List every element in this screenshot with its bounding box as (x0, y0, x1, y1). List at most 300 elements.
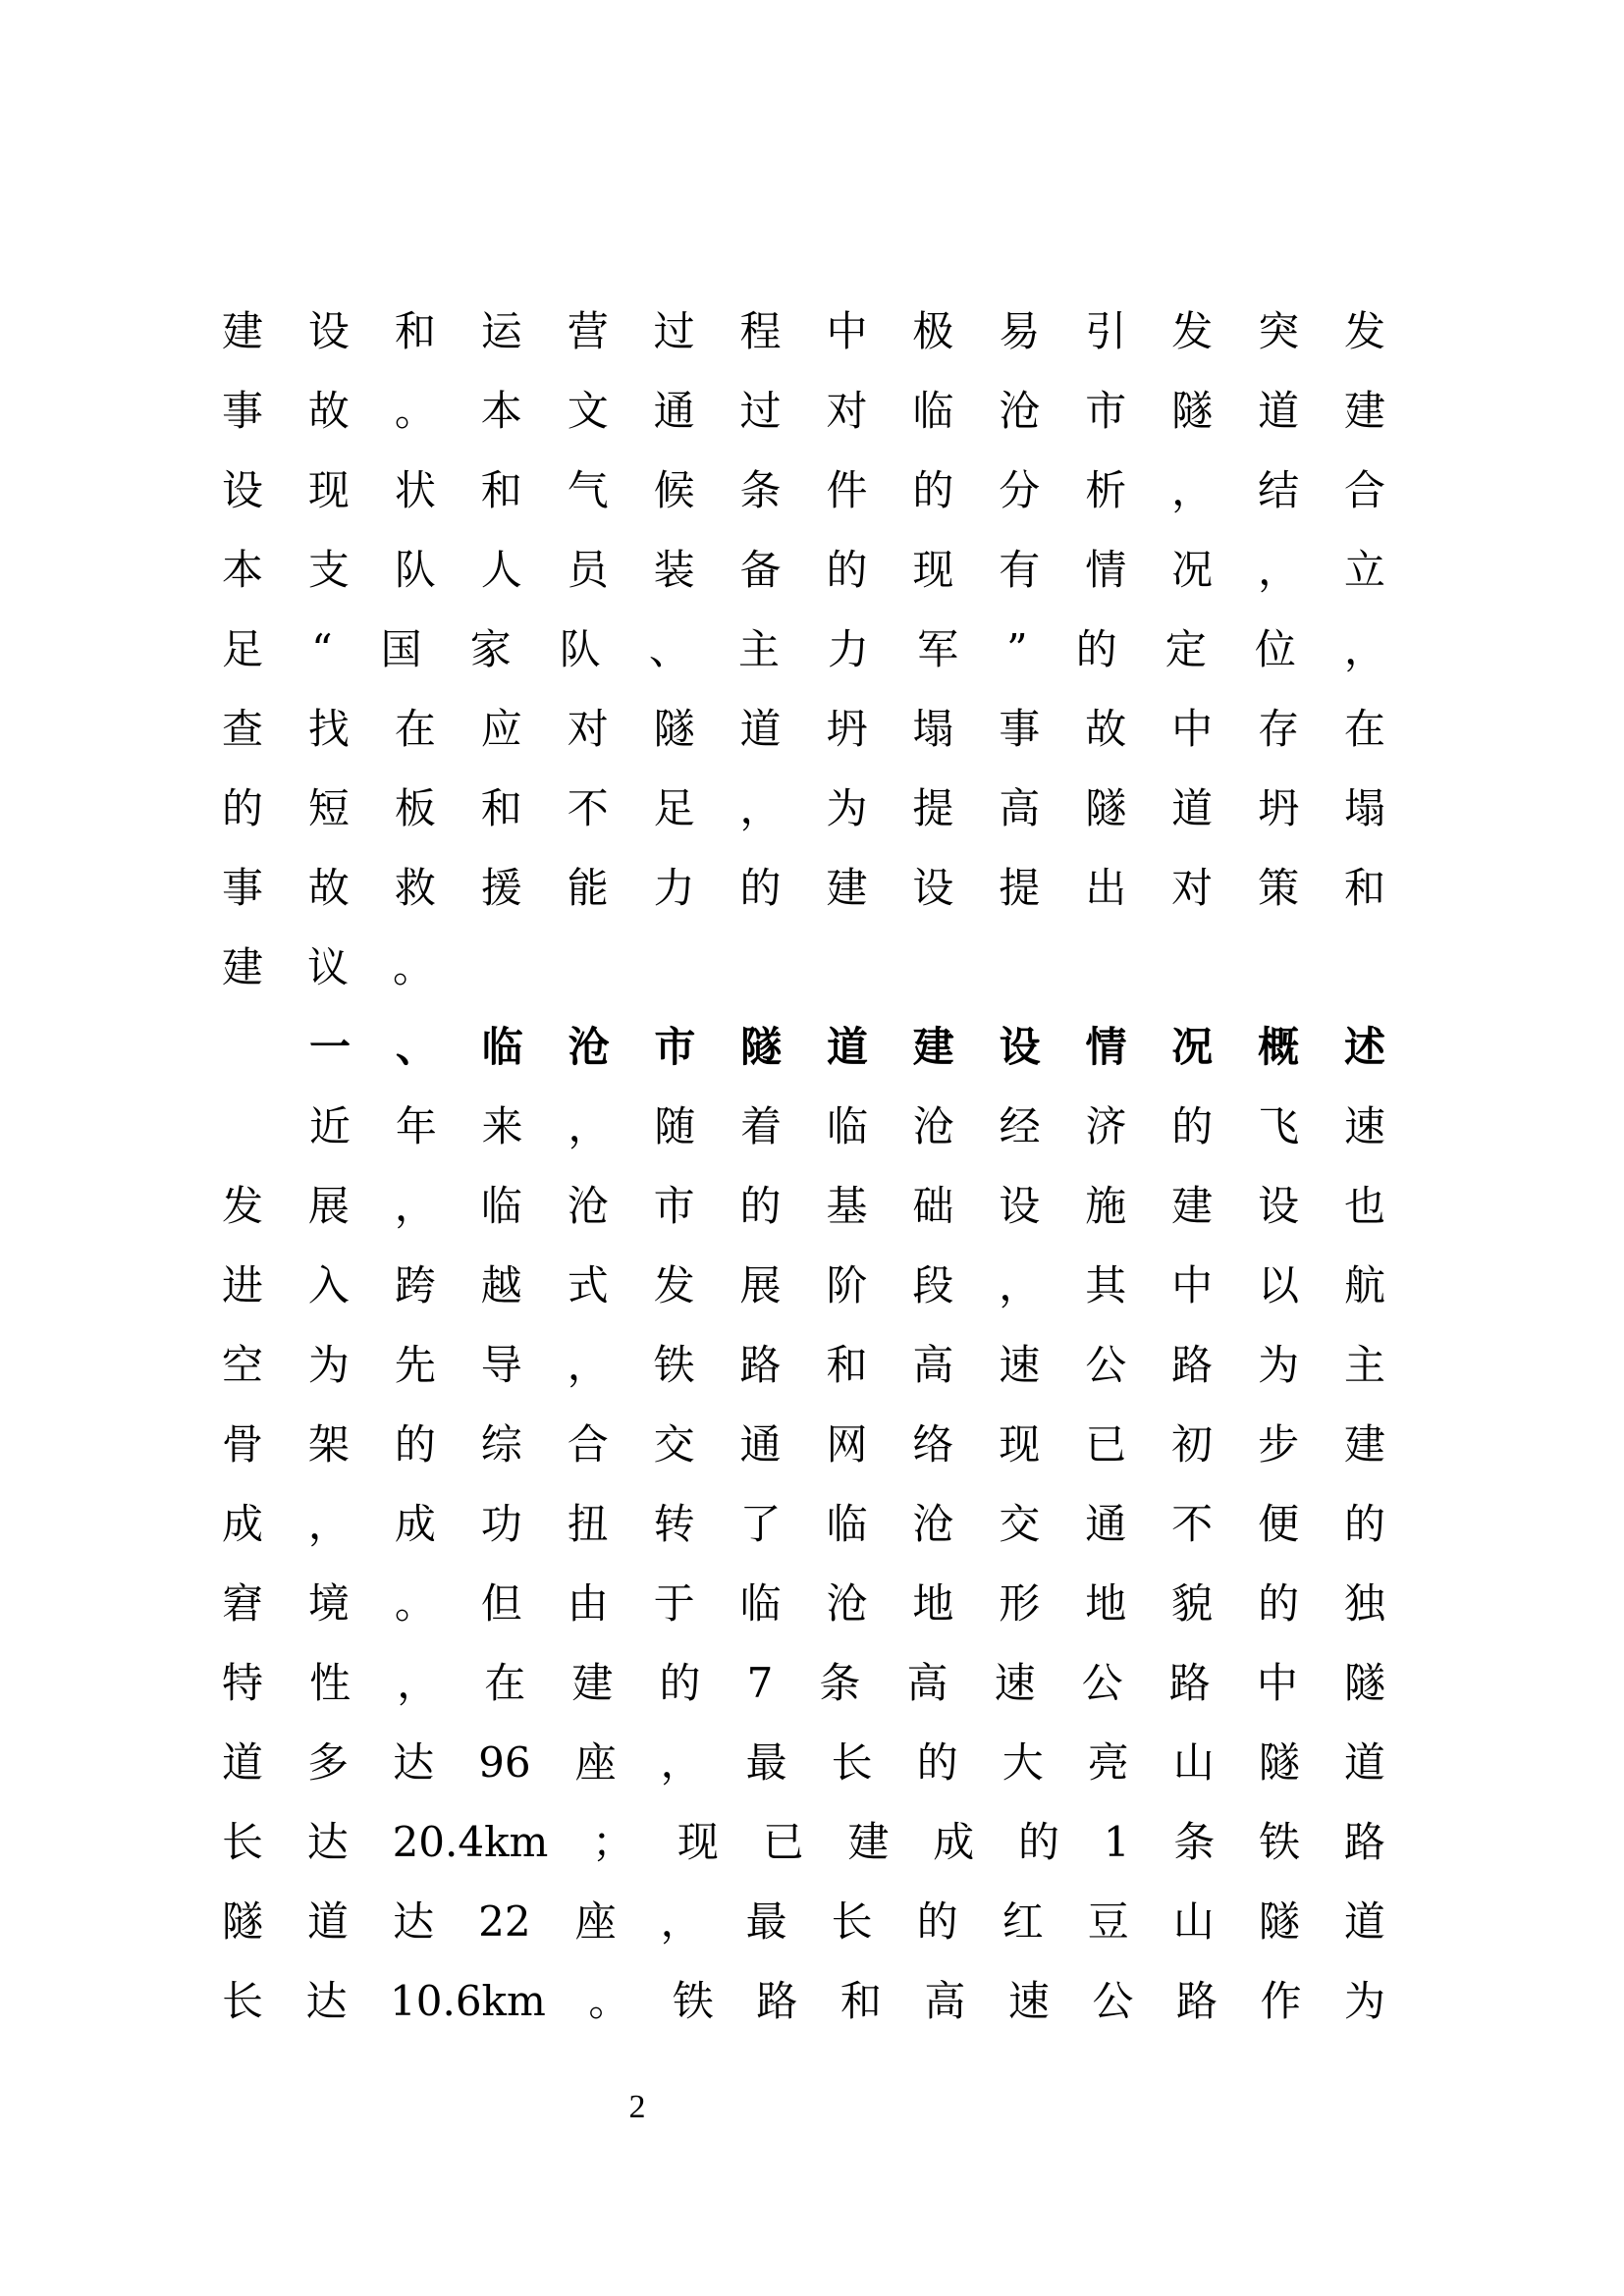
glyph: 足 (222, 625, 264, 673)
glyph: 板 (394, 784, 436, 832)
glyph: 其 (1085, 1261, 1127, 1309)
glyph: 道 (1258, 387, 1300, 435)
glyph: 况 (1171, 1023, 1214, 1071)
glyph: 路 (1175, 1977, 1218, 2025)
glyph: 速 (1007, 1977, 1050, 2025)
glyph: 营 (567, 307, 609, 355)
glyph: 铁 (672, 1977, 714, 2025)
glyph: 的 (1343, 1500, 1385, 1548)
glyph: 高 (924, 1977, 966, 2025)
glyph: 22 (478, 1897, 531, 1946)
glyph: 通 (1085, 1500, 1127, 1548)
glyph: 条 (1173, 1818, 1216, 1866)
glyph: 高 (912, 1341, 954, 1389)
glyph: 突 (1258, 307, 1300, 355)
glyph: 最 (745, 1738, 787, 1787)
glyph: 国 (380, 625, 422, 673)
glyph: 提 (912, 784, 954, 832)
glyph: 发 (1343, 307, 1385, 355)
text-line (222, 1495, 1385, 1554)
glyph: 的 (659, 1659, 701, 1707)
text-line (222, 938, 1385, 997)
glyph: 在 (1343, 705, 1385, 753)
glyph: ， (1258, 546, 1300, 594)
glyph: 队 (394, 546, 436, 594)
glyph: 隧 (1085, 784, 1127, 832)
glyph: 中 (1171, 1261, 1214, 1309)
glyph: 短 (307, 784, 350, 832)
glyph: 员 (567, 546, 609, 594)
glyph: 交 (653, 1420, 695, 1468)
glyph: 合 (1343, 466, 1385, 514)
glyph: ， (660, 1738, 702, 1787)
glyph: 、 (648, 625, 690, 673)
glyph: 山 (1172, 1738, 1215, 1787)
glyph: 中 (1256, 1659, 1298, 1707)
text-line (222, 779, 1385, 838)
glyph: 达 (305, 1977, 348, 2025)
glyph: 20.4km (392, 1818, 549, 1866)
glyph: 年 (395, 1102, 437, 1150)
glyph: 支 (307, 546, 350, 594)
glyph: 隧 (1258, 1897, 1300, 1946)
text-line (222, 1415, 1385, 1474)
glyph: 在 (484, 1659, 526, 1707)
glyph: 础 (912, 1182, 954, 1230)
glyph: 本 (480, 387, 522, 435)
glyph: 和 (1343, 864, 1385, 912)
glyph: 、 (395, 1023, 437, 1071)
glyph: 空 (222, 1341, 264, 1389)
glyph: 塌 (912, 705, 954, 753)
glyph: 中 (1171, 705, 1214, 753)
glyph: 1 (1103, 1818, 1130, 1866)
glyph: 长 (831, 1897, 873, 1946)
glyph: 足 (653, 784, 695, 832)
glyph: 述 (1343, 1023, 1385, 1071)
glyph: 。 (394, 387, 436, 435)
glyph: 窘 (222, 1579, 264, 1628)
glyph: 沧 (568, 1023, 610, 1071)
glyph: 概 (1258, 1023, 1300, 1071)
text-line (222, 859, 1385, 918)
glyph: 隧 (1171, 387, 1214, 435)
glyph: 力 (653, 864, 695, 912)
glyph: 高 (999, 784, 1041, 832)
glyph: 道 (222, 1738, 264, 1787)
glyph: 已 (1085, 1420, 1127, 1468)
glyph: 的 (912, 466, 954, 514)
glyph: ； (592, 1818, 634, 1866)
glyph: 来 (481, 1102, 523, 1150)
glyph: 本 (222, 546, 264, 594)
glyph: 设 (307, 307, 350, 355)
glyph: 对 (1171, 864, 1214, 912)
glyph: ， (1171, 466, 1214, 514)
glyph: 过 (653, 307, 695, 355)
glyph: 能 (567, 864, 609, 912)
glyph: 引 (1085, 307, 1127, 355)
glyph: 达 (393, 1897, 435, 1946)
glyph: 合 (567, 1420, 609, 1468)
glyph: 运 (480, 307, 522, 355)
glyph: 提 (999, 864, 1041, 912)
glyph: 隧 (1258, 1738, 1300, 1787)
glyph: 成 (222, 1500, 264, 1548)
glyph: 隧 (653, 705, 695, 753)
glyph: 道 (826, 1023, 868, 1071)
glyph: 建 (1343, 387, 1385, 435)
glyph: 已 (762, 1818, 804, 1866)
glyph: 初 (1171, 1420, 1214, 1468)
glyph: 定 (1164, 625, 1207, 673)
glyph: 发 (222, 1182, 264, 1230)
glyph: 也 (1343, 1182, 1385, 1230)
glyph: 着 (740, 1102, 783, 1150)
glyph: 力 (828, 625, 870, 673)
glyph: ， (739, 784, 782, 832)
glyph: 建 (1171, 1182, 1214, 1230)
glyph: 查 (222, 705, 264, 753)
glyph: 找 (307, 705, 350, 753)
glyph: 。 (394, 1579, 436, 1628)
glyph: 的 (916, 1897, 958, 1946)
glyph: 高 (906, 1659, 948, 1707)
glyph: 阶 (826, 1261, 868, 1309)
glyph: 位 (1254, 625, 1296, 673)
glyph: 座 (574, 1738, 617, 1787)
glyph: 建 (826, 864, 868, 912)
glyph: 设 (222, 466, 264, 514)
glyph: ， (307, 1500, 350, 1548)
glyph: ， (394, 1182, 436, 1230)
glyph: 候 (653, 466, 695, 514)
glyph: 主 (737, 625, 780, 673)
glyph: 建 (1343, 1420, 1385, 1468)
glyph: 境 (307, 1579, 350, 1628)
glyph: 但 (480, 1579, 522, 1628)
glyph: 坍 (826, 705, 868, 753)
glyph: 现 (999, 1420, 1041, 1468)
glyph: 件 (826, 466, 868, 514)
text-line (222, 700, 1385, 759)
glyph: 发 (1171, 307, 1214, 355)
glyph: 转 (653, 1500, 695, 1548)
glyph: 隧 (1343, 1659, 1385, 1707)
glyph: 96 (478, 1738, 531, 1787)
glyph: 有 (999, 546, 1041, 594)
glyph: 议 (307, 943, 350, 991)
glyph: 对 (826, 387, 868, 435)
glyph: 塌 (1343, 784, 1385, 832)
glyph: 临 (826, 1500, 868, 1548)
glyph: 功 (480, 1500, 522, 1548)
glyph: 设 (999, 1023, 1041, 1071)
glyph: 达 (306, 1818, 349, 1866)
glyph: 现 (677, 1818, 719, 1866)
glyph: 交 (999, 1500, 1041, 1548)
glyph: 临 (480, 1182, 522, 1230)
glyph: 极 (912, 307, 954, 355)
glyph: 设 (999, 1182, 1041, 1230)
glyph: 红 (1001, 1897, 1044, 1946)
glyph: 对 (567, 705, 609, 753)
glyph: 最 (745, 1897, 787, 1946)
glyph: 队 (559, 625, 601, 673)
glyph: 情 (1085, 1023, 1127, 1071)
glyph: ， (1343, 625, 1385, 673)
glyph: 基 (826, 1182, 868, 1230)
glyph: 以 (1258, 1261, 1300, 1309)
glyph: 故 (307, 387, 350, 435)
glyph: 沧 (999, 387, 1041, 435)
glyph: 援 (480, 864, 522, 912)
glyph: 航 (1343, 1261, 1385, 1309)
glyph: 道 (739, 705, 782, 753)
glyph: 临 (739, 1579, 782, 1628)
glyph: 飞 (1258, 1102, 1300, 1150)
glyph: 为 (1258, 1341, 1300, 1389)
glyph: 情 (1085, 546, 1127, 594)
glyph: 况 (1171, 546, 1214, 594)
glyph: 设 (1258, 1182, 1300, 1230)
glyph: 气 (567, 466, 609, 514)
text-line (222, 382, 1385, 441)
glyph: 过 (739, 387, 782, 435)
glyph: 沧 (912, 1102, 954, 1150)
glyph: 主 (1343, 1341, 1385, 1389)
glyph: 展 (307, 1182, 350, 1230)
glyph: 沧 (826, 1579, 868, 1628)
glyph: 的 (916, 1738, 958, 1787)
glyph: 。 (393, 943, 435, 991)
text-line (222, 302, 1385, 361)
glyph: 在 (394, 705, 436, 753)
glyph: 和 (839, 1977, 882, 2025)
glyph: 成 (933, 1818, 975, 1866)
glyph: ， (397, 1659, 439, 1707)
glyph: 故 (1085, 705, 1127, 753)
text-line (222, 1575, 1385, 1633)
glyph: 先 (394, 1341, 436, 1389)
glyph: 入 (307, 1261, 350, 1309)
glyph: 条 (739, 466, 782, 514)
glyph: 建 (912, 1023, 954, 1071)
section-heading (309, 1018, 1385, 1077)
glyph: 不 (1171, 1500, 1214, 1548)
glyph: 山 (1172, 1897, 1215, 1946)
glyph: 施 (1085, 1182, 1127, 1230)
glyph: 文 (567, 387, 609, 435)
glyph: 和 (480, 466, 522, 514)
glyph: 步 (1258, 1420, 1300, 1468)
glyph: 由 (567, 1579, 609, 1628)
glyph: 策 (1258, 864, 1300, 912)
glyph: “ (311, 625, 333, 673)
glyph: 出 (1085, 864, 1127, 912)
glyph: 成 (394, 1500, 436, 1548)
glyph: 貌 (1171, 1579, 1214, 1628)
text-line (309, 1097, 1385, 1156)
glyph: 长 (222, 1818, 264, 1866)
page-number: 2 (628, 2089, 646, 2125)
text-line (222, 1734, 1385, 1792)
glyph: 设 (912, 864, 954, 912)
text-line (222, 1972, 1385, 2031)
glyph: 地 (912, 1579, 954, 1628)
glyph: 道 (1343, 1897, 1385, 1946)
glyph: 程 (739, 307, 782, 355)
glyph: 网 (826, 1420, 868, 1468)
glyph: 建 (222, 943, 264, 991)
glyph: 市 (653, 1182, 695, 1230)
glyph: 易 (999, 307, 1041, 355)
glyph: 速 (1343, 1102, 1385, 1150)
glyph: 市 (654, 1023, 696, 1071)
glyph: 一 (309, 1023, 352, 1071)
glyph: 的 (826, 546, 868, 594)
text-line (222, 620, 1385, 679)
glyph: ， (568, 1102, 610, 1150)
glyph: 地 (1085, 1579, 1127, 1628)
glyph: 现 (912, 546, 954, 594)
glyph: 立 (1343, 546, 1385, 594)
glyph: 建 (847, 1818, 890, 1866)
glyph: 的 (739, 864, 782, 912)
glyph: 事 (999, 705, 1041, 753)
glyph: 式 (567, 1261, 609, 1309)
glyph: 备 (739, 546, 782, 594)
glyph: 通 (653, 387, 695, 435)
glyph: 长 (222, 1977, 264, 2025)
glyph: 分 (999, 466, 1041, 514)
glyph: 特 (222, 1659, 264, 1707)
glyph: 达 (393, 1738, 435, 1787)
glyph: 的 (1018, 1818, 1060, 1866)
glyph: 多 (307, 1738, 350, 1787)
glyph: 导 (480, 1341, 522, 1389)
glyph: 析 (1085, 466, 1127, 514)
glyph: 亮 (1087, 1738, 1129, 1787)
glyph: 形 (999, 1579, 1041, 1628)
glyph: 豆 (1087, 1897, 1129, 1946)
glyph: 的 (1258, 1579, 1300, 1628)
glyph: 公 (1085, 1341, 1127, 1389)
glyph: 作 (1260, 1977, 1302, 2025)
glyph: 的 (394, 1420, 436, 1468)
glyph: 为 (826, 784, 868, 832)
text-line (222, 541, 1385, 600)
glyph: 。 (588, 1977, 630, 2025)
glyph: 越 (480, 1261, 522, 1309)
glyph: 经 (999, 1102, 1041, 1150)
glyph: 装 (653, 546, 695, 594)
glyph: ， (660, 1897, 702, 1946)
glyph: 军 (917, 625, 959, 673)
glyph: 路 (739, 1341, 782, 1389)
glyph: 铁 (1259, 1818, 1301, 1866)
glyph: 综 (480, 1420, 522, 1468)
glyph: 沧 (567, 1182, 609, 1230)
glyph: 性 (309, 1659, 352, 1707)
glyph: 速 (994, 1659, 1036, 1707)
glyph: 济 (1085, 1102, 1127, 1150)
glyph: 独 (1343, 1579, 1385, 1628)
text-line (222, 1654, 1385, 1713)
glyph: 道 (1171, 784, 1214, 832)
glyph: 建 (222, 307, 264, 355)
glyph: 的 (1075, 625, 1117, 673)
glyph: 的 (739, 1182, 782, 1230)
glyph: 段 (912, 1261, 954, 1309)
glyph: 故 (307, 864, 350, 912)
glyph: 救 (394, 864, 436, 912)
glyph: 络 (912, 1420, 954, 1468)
glyph: 发 (653, 1261, 695, 1309)
text-line (222, 1177, 1385, 1236)
glyph: 临 (481, 1023, 523, 1071)
glyph: ” (1006, 625, 1028, 673)
glyph: 结 (1258, 466, 1300, 514)
glyph: 于 (653, 1579, 695, 1628)
glyph: 坍 (1258, 784, 1300, 832)
glyph: 应 (480, 705, 522, 753)
glyph: 路 (756, 1977, 798, 2025)
glyph: 路 (1171, 1341, 1214, 1389)
glyph: 和 (826, 1341, 868, 1389)
glyph: 通 (739, 1420, 782, 1468)
text-line (222, 1256, 1385, 1315)
glyph: 展 (739, 1261, 782, 1309)
glyph: 道 (307, 1897, 350, 1946)
glyph: 路 (1343, 1818, 1385, 1866)
glyph: 公 (1081, 1659, 1123, 1707)
glyph: 市 (1085, 387, 1127, 435)
text-line (222, 1336, 1385, 1395)
glyph: 近 (309, 1102, 352, 1150)
glyph: 座 (574, 1897, 617, 1946)
glyph: ， (567, 1341, 609, 1389)
text-line (222, 461, 1385, 520)
glyph: 建 (571, 1659, 614, 1707)
glyph: 大 (1001, 1738, 1044, 1787)
glyph: 临 (826, 1102, 868, 1150)
glyph: 长 (831, 1738, 873, 1787)
glyph: 骨 (222, 1420, 264, 1468)
glyph: 铁 (653, 1341, 695, 1389)
text-line (222, 1813, 1385, 1872)
glyph: 现 (307, 466, 350, 514)
glyph: 扭 (567, 1500, 609, 1548)
glyph: 跨 (394, 1261, 436, 1309)
glyph: 随 (654, 1102, 696, 1150)
glyph: 便 (1258, 1500, 1300, 1548)
glyph: 和 (394, 307, 436, 355)
glyph: 速 (999, 1341, 1041, 1389)
glyph: 隧 (222, 1897, 264, 1946)
glyph: 为 (1343, 1977, 1385, 2025)
glyph: 状 (394, 466, 436, 514)
glyph: 沧 (912, 1500, 954, 1548)
glyph: 和 (480, 784, 522, 832)
glyph: 临 (912, 387, 954, 435)
glyph: 存 (1258, 705, 1300, 753)
glyph: 人 (480, 546, 522, 594)
glyph: 架 (307, 1420, 350, 1468)
glyph: 路 (1168, 1659, 1211, 1707)
glyph: 的 (222, 784, 264, 832)
glyph: 事 (222, 864, 264, 912)
